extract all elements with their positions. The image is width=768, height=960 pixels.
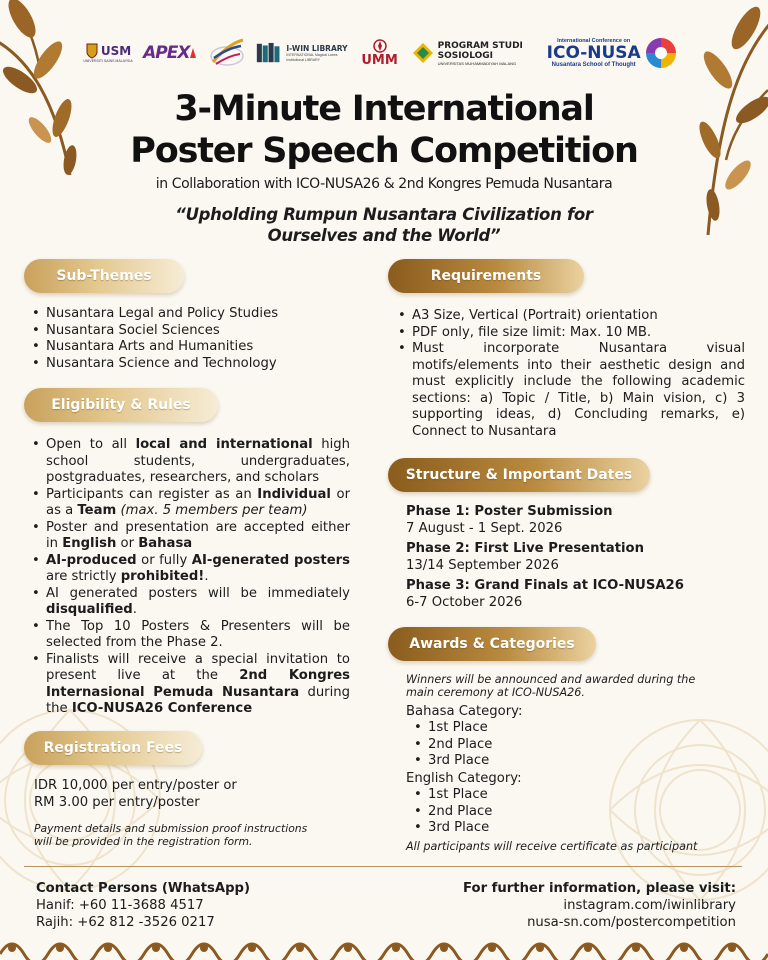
list-item: • 1st Place <box>414 720 614 737</box>
eligibility-rules-list <box>32 437 350 718</box>
bahasa-category-list <box>414 720 614 770</box>
collaboration-subtitle: in Collaboration with ICO-NUSA26 & 2nd Kongres Pemuda Nusantara <box>155 176 613 192</box>
diamond-icon <box>412 42 434 64</box>
structure-dates-heading <box>388 458 650 492</box>
sosiologi-logo: PROGRAM STUDI SOSIOLOGI UNIVERSITAS MUHAMMADIYAH MALANG <box>412 33 531 73</box>
phase-title: Phase 2: First Live Presentation <box>406 541 644 556</box>
page-title: 3-Minute International Poster Speech Competition <box>130 89 638 171</box>
list-item: • Nusantara Legal and Policy Studies <box>32 306 362 323</box>
phase-title: Phase 3: Grand Finals at ICO-NUSA26 <box>406 578 684 593</box>
iwin-library-logo: I-WIN LIBRARY INTERNATIONAL Magical Lanes Institutional LIBRARY <box>256 33 348 73</box>
eligibility-heading-label: Eligibility & Rules <box>51 397 191 413</box>
list-item: • The Top 10 Posters & Presenters will be selected from the Phase 2. <box>32 619 350 652</box>
instagram-link[interactable]: instagram.com/iwinlibrary <box>563 898 736 913</box>
list-item: • AI-produced or fully AI-generated posters are strictly prohibited!. <box>32 553 350 586</box>
info-heading: For further information, please visit: <box>463 881 736 896</box>
ico-nusa-logo: International Conference on ICO-NUSA Nusantara School of Thought <box>540 33 684 73</box>
phases-list <box>406 504 746 615</box>
further-info <box>400 880 736 931</box>
phase-date: 7 August - 1 Sept. 2026 <box>406 521 563 536</box>
english-category-label: English Category: <box>406 771 522 786</box>
english-category-list <box>414 787 614 837</box>
list-item: • 3rd Place <box>414 820 614 837</box>
eligibility-heading <box>24 388 218 422</box>
registration-fees-heading-label: Registration Fees <box>43 740 183 756</box>
list-item: • Participants can register as an Individual or as a Team (max. 5 members per team) <box>32 487 350 520</box>
ornamental-border <box>0 934 768 960</box>
requirements-heading-label: Requirements <box>430 268 542 284</box>
website-link[interactable]: nusa-sn.com/postercompetition <box>527 915 736 930</box>
contact-heading: Contact Persons (WhatsApp) <box>36 881 251 896</box>
payment-note: Payment details and submission proof instructions will be provided in the registration form. <box>34 822 308 848</box>
phase-date: 13/14 September 2026 <box>406 558 559 573</box>
list-item: • 3rd Place <box>414 753 614 770</box>
contact-hanif: Hanif: +60 11-3688 4517 <box>36 898 204 913</box>
phase-title: Phase 1: Poster Submission <box>406 504 613 519</box>
list-item: • Nusantara Sociel Sciences <box>32 323 362 340</box>
fee-rm: RM 3.00 per entry/poster <box>34 795 200 810</box>
awards-heading-label: Awards & Categories <box>409 636 575 652</box>
books-icon <box>256 40 283 66</box>
apex-accent-icon <box>190 48 196 58</box>
sub-themes-list <box>32 306 362 372</box>
awards-heading <box>388 627 596 661</box>
usm-logo: USM UNIVERSITI SAINS MALAYSIA <box>83 44 133 63</box>
list-item: • 2nd Place <box>414 737 614 754</box>
umm-emblem-icon <box>373 39 387 53</box>
registration-fees-text <box>34 777 354 811</box>
partner-logos-row <box>84 30 684 76</box>
globe-icon <box>644 36 678 70</box>
contact-rajih: Rajih: +62 812 -3526 0217 <box>36 915 215 930</box>
footer-divider <box>24 866 742 867</box>
list-item: • 1st Place <box>414 787 614 804</box>
list-item: • AI generated posters will be immediately disqualified. <box>32 586 350 619</box>
phase-date: 6-7 October 2026 <box>406 595 523 610</box>
umm-logo: UMM <box>358 33 402 73</box>
list-item: • Must incorporate Nusantara visual motifs/elements into their aesthetic design and must explicitly include the following academic sections: a) Topic / Title, b) Main vision, c) 3 supporting ideas, d) Concluding remarks, e) Connect to Nusantara <box>398 341 745 440</box>
fee-idr: IDR 10,000 per entry/poster or <box>34 778 237 793</box>
swoosh-logo <box>208 33 246 73</box>
list-item: • Poster and presentation are accepted either in English or Bahasa <box>32 520 350 553</box>
requirements-heading <box>388 259 584 293</box>
registration-fees-heading <box>24 731 202 765</box>
bahasa-category-label: Bahasa Category: <box>406 704 523 719</box>
sub-themes-heading-label: Sub-Themes <box>56 268 152 284</box>
list-item: • 2nd Place <box>414 804 614 821</box>
structure-dates-heading-label: Structure & Important Dates <box>405 467 633 483</box>
awards-intro: Winners will be announced and awarded during the main ceremony at ICO-NUSA26. <box>406 673 696 699</box>
certificate-note: All participants will receive certificate as participant <box>406 840 698 853</box>
list-item: • A3 Size, Vertical (Portrait) orientation <box>398 308 745 325</box>
contact-persons <box>36 880 356 931</box>
sub-themes-heading <box>24 259 184 293</box>
list-item: • Nusantara Science and Technology <box>32 356 362 373</box>
list-item: • Finalists will receive a special invitation to present live at the 2nd Kongres Internasional Pemuda Nusantara during the ICO-NUSA26 Conference <box>32 652 350 718</box>
list-item: • Open to all local and international high school students, undergraduates, postgraduates, researchers, and scholars <box>32 437 350 487</box>
apex-logo: APEX <box>142 33 198 73</box>
theme-tagline: “Upholding Rumpun Nusantara Civilization for Ourselves and the World” <box>175 205 593 245</box>
requirements-list <box>398 308 745 440</box>
list-item: • Nusantara Arts and Humanities <box>32 339 362 356</box>
swoosh-icon <box>208 36 246 70</box>
list-item: • PDF only, file size limit: Max. 10 MB. <box>398 325 745 342</box>
crest-icon <box>85 43 99 59</box>
